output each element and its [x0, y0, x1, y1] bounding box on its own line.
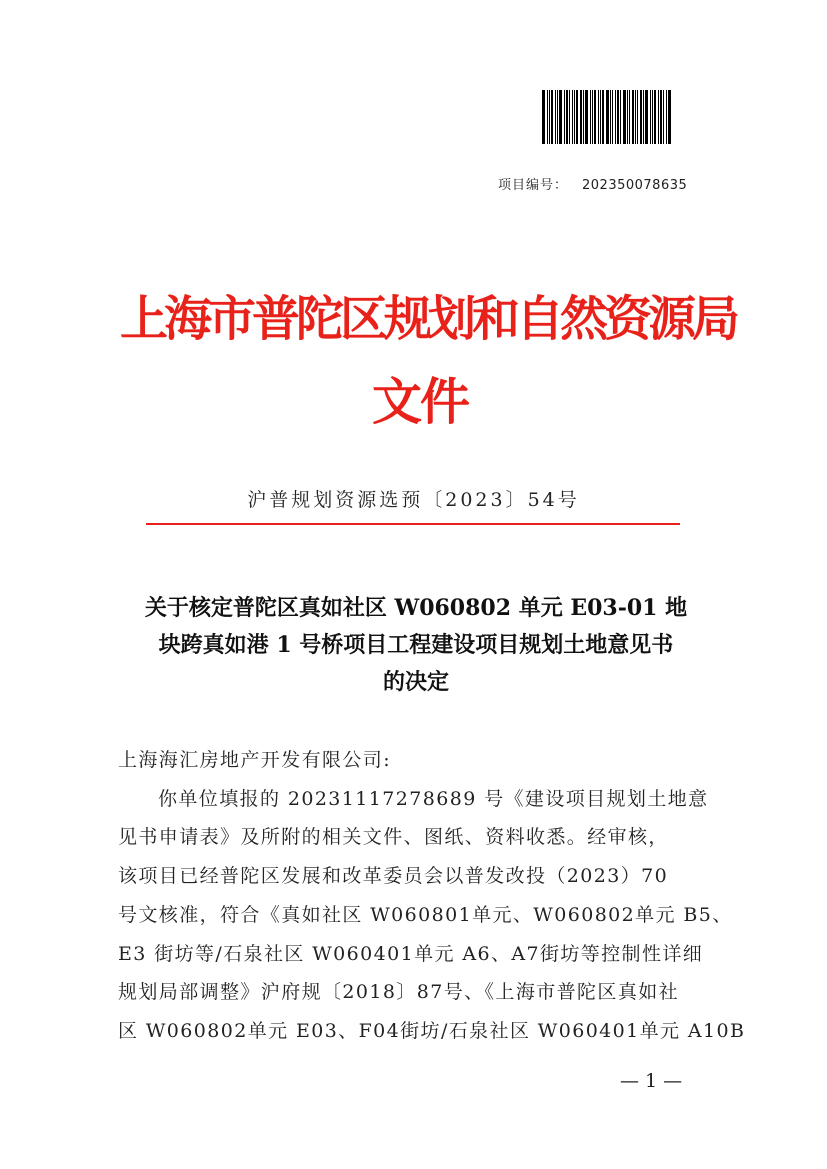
page-number: — 1 — [620, 1070, 683, 1092]
barcode-bar [600, 90, 601, 144]
barcode-bar [632, 90, 634, 144]
body-line: 该项目已经普陀区发展和改革委员会以普发改投（2023）70 [118, 865, 669, 888]
barcode-bar [617, 90, 619, 144]
project-number-value: 202350078635 [582, 178, 688, 193]
barcode-bar [572, 90, 573, 144]
document-number: 沪普规划资源选预〔2023〕54号 [247, 489, 580, 511]
masthead-issuer: 上海市普陀区规划和自然资源局 [120, 291, 737, 347]
body-line: 区 W060802单元 E03、F04街坊/石泉社区 W060401单元 A10B [118, 1019, 746, 1042]
barcode-bar [663, 90, 664, 144]
barcode-bar [615, 90, 616, 144]
barcode-bar [547, 90, 548, 144]
barcode-bar [592, 90, 593, 144]
barcode-bar [602, 90, 604, 144]
barcode-bar [555, 90, 556, 144]
barcode-bar [645, 90, 648, 144]
masthead-document-type: 文件 [372, 373, 468, 431]
document-body [118, 741, 746, 1051]
body-line: E3 街坊等/石泉社区 W060401单元 A6、A7街坊等控制性详细 [118, 942, 704, 965]
barcode-bar [612, 90, 613, 144]
body-line: 你单位填报的 20231117278689 号《建设项目规划土地意 [158, 787, 709, 810]
barcode-bar [598, 90, 599, 144]
barcode-bar [576, 90, 578, 144]
barcode-bar [643, 90, 644, 144]
barcode-bar [623, 90, 626, 144]
barcode-bar [606, 90, 609, 144]
barcode-bar [640, 90, 642, 144]
barcode-bar [549, 90, 550, 144]
barcode-bar [564, 90, 565, 144]
barcode-bar [627, 90, 628, 144]
salutation: 上海海汇房地产开发有限公司: [118, 749, 392, 771]
barcode-bar [620, 90, 621, 144]
barcode-bar [590, 90, 591, 144]
barcode-bar [652, 90, 653, 144]
barcode-bar [650, 90, 651, 144]
barcode-bar [635, 90, 636, 144]
body-line: 号文核准，符合《真如社区 W060801单元、W060802单元 B5、 [118, 903, 733, 926]
document-title [118, 590, 714, 701]
barcode-bar [666, 90, 667, 144]
barcode-bar [585, 90, 588, 144]
barcode-bar [594, 90, 596, 144]
body-line: 规划局部调整》沪府规〔2018〕87号、《上海市普陀区真如社 [118, 981, 680, 1004]
barcode-bar [660, 90, 662, 144]
title-line: 块跨真如港 1 号桥项目工程建设项目规划土地意见书 [158, 632, 674, 658]
barcode-bar [557, 90, 558, 144]
body-line: 见书申请表》及所附的相关文件、图纸、资料收悉。经审核， [118, 826, 669, 849]
barcode-bar [559, 90, 562, 144]
barcode-bar [569, 90, 570, 144]
barcode-bar [580, 90, 582, 144]
barcode-bar [668, 90, 671, 144]
project-number-label: 项目编号： [498, 178, 569, 193]
project-number [498, 174, 687, 193]
barcode-bar [542, 90, 545, 144]
barcode-bar [610, 90, 611, 144]
barcode-bar [637, 90, 638, 144]
barcode-bar [566, 90, 568, 144]
barcode-bar [654, 90, 656, 144]
barcode [542, 90, 682, 144]
barcode-bar [629, 90, 630, 144]
barcode-bar [583, 90, 584, 144]
barcode-bar [658, 90, 659, 144]
barcode-bar [551, 90, 553, 144]
title-line: 关于核定普陀区真如社区 W060802 单元 E03-01 地 [144, 595, 688, 621]
title-line: 的决定 [382, 669, 449, 695]
red-separator-line [146, 523, 680, 525]
barcode-bar [574, 90, 575, 144]
